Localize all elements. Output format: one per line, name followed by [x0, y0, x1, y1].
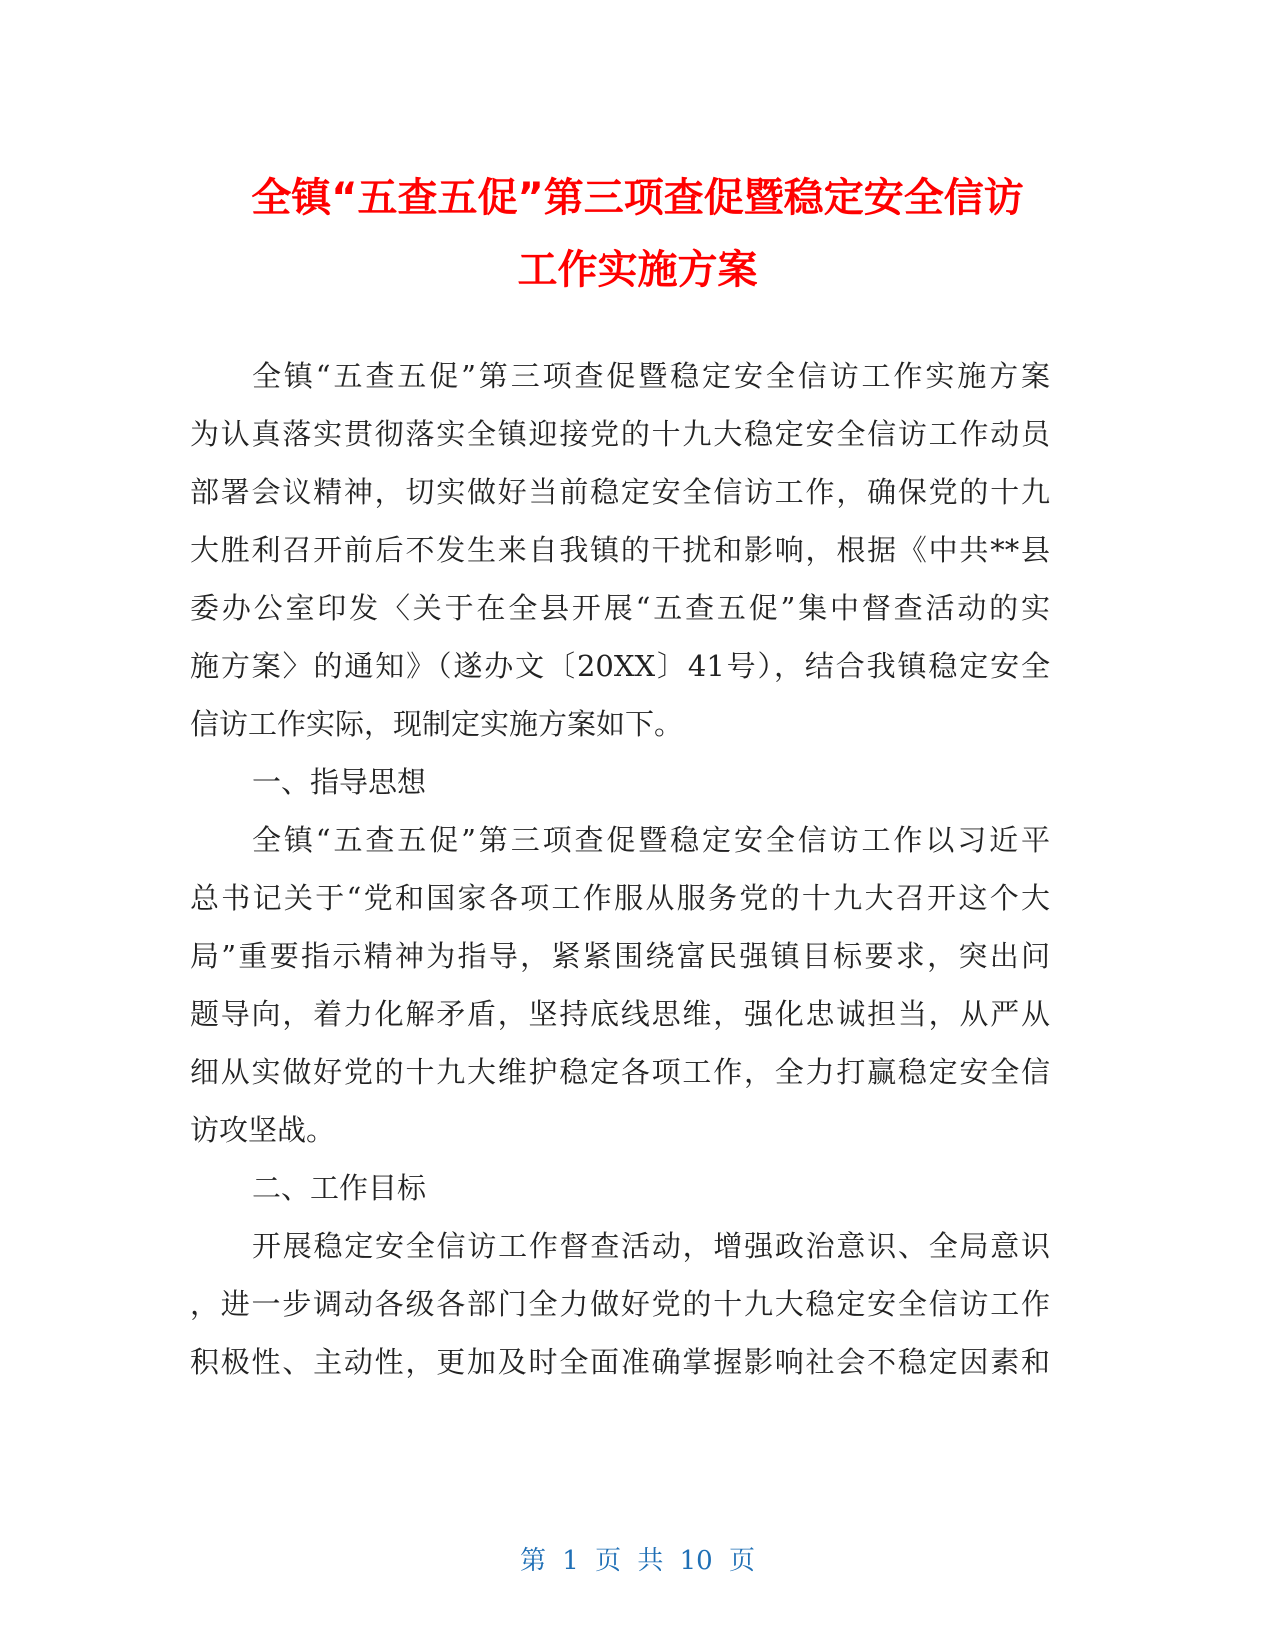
- section-heading: 一、指导思想: [252, 765, 427, 799]
- paragraph-line: 委办公室印发〈关于在全县开展“五查五促”集中督查活动的实: [190, 591, 1050, 625]
- paragraph-line: 开展稳定安全信访工作督查活动，增强政治意识、全局意识: [252, 1229, 1050, 1263]
- paragraph-line: 总书记关于“党和国家各项工作服从服务党的十九大召开这个大: [190, 881, 1050, 915]
- paragraph-line: 施方案〉的通知》（遂办文〔20XX〕41号），结合我镇稳定安全: [190, 649, 1050, 683]
- paragraph-line: 大胜利召开前后不发生来自我镇的干扰和影响，根据《中共**县: [190, 533, 1050, 567]
- paragraph-line: 题导向，着力化解矛盾，坚持底线思维，强化忠诚担当，从严从: [190, 997, 1050, 1031]
- page-number-footer: 第 1 页 共 10 页: [520, 1546, 755, 1576]
- document-title-line-2: 工作实施方案: [517, 247, 758, 293]
- section-heading: 二、工作目标: [252, 1171, 427, 1205]
- paragraph-line: 全镇“五查五促”第三项查促暨稳定安全信访工作实施方案: [252, 359, 1050, 393]
- paragraph-line: 细从实做好党的十九大维护稳定各项工作，全力打赢稳定安全信: [190, 1055, 1050, 1089]
- paragraph-line: 部署会议精神，切实做好当前稳定安全信访工作，确保党的十九: [190, 475, 1050, 509]
- paragraph-line: 全镇“五查五促”第三项查促暨稳定安全信访工作以习近平: [252, 823, 1050, 857]
- paragraph-line: 局”重要指示精神为指导，紧紧围绕富民强镇目标要求，突出问: [190, 939, 1050, 973]
- paragraph-line: 访攻坚战。: [190, 1113, 336, 1147]
- paragraph-line: 积极性、主动性，更加及时全面准确掌握影响社会不稳定因素和: [190, 1345, 1050, 1379]
- paragraph-line: 信访工作实际，现制定实施方案如下。: [190, 707, 684, 741]
- paragraph-line: ，进一步调动各级各部门全力做好党的十九大稳定安全信访工作: [190, 1287, 1050, 1321]
- paragraph-line: 为认真落实贯彻落实全镇迎接党的十九大稳定安全信访工作动员: [190, 417, 1050, 451]
- document-title-line-1: 全镇“五查五促”第三项查促暨稳定安全信访: [251, 175, 1024, 221]
